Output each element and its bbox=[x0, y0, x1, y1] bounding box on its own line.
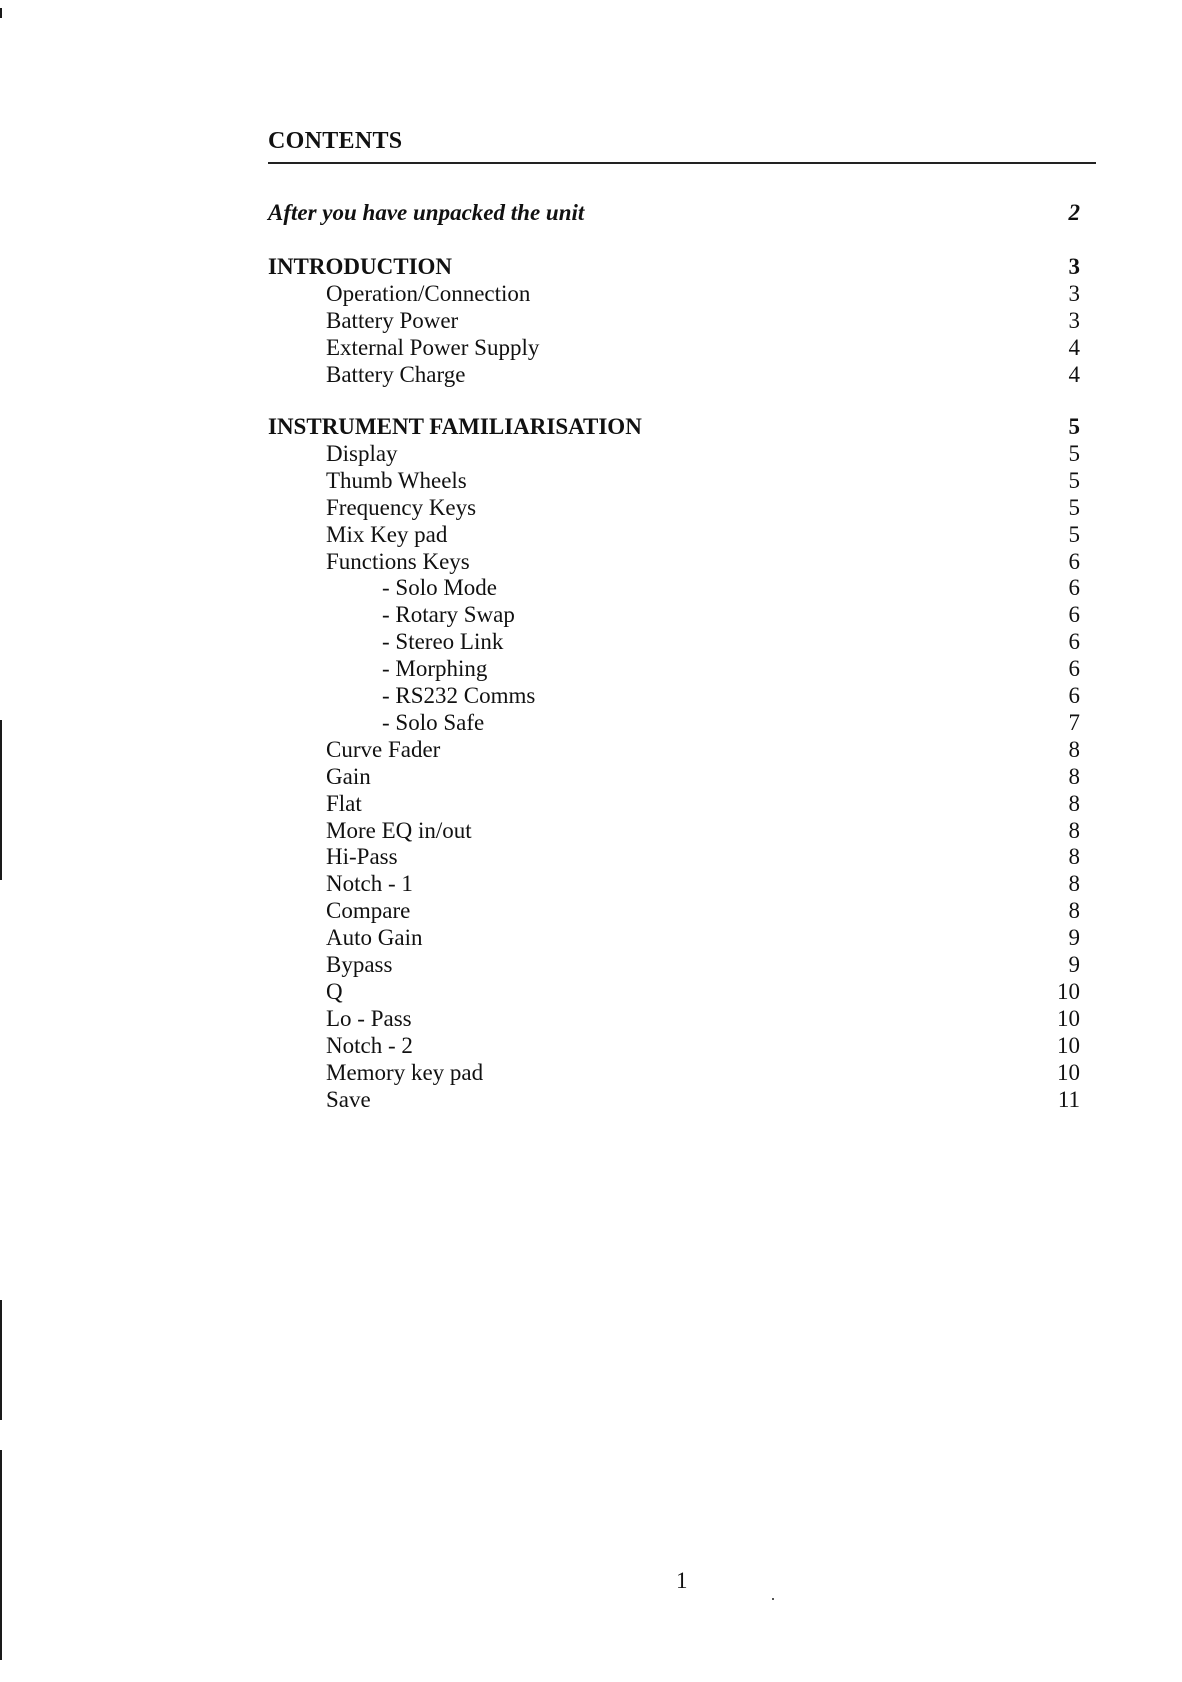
toc-entry-label: - RS232 Comms bbox=[382, 683, 536, 708]
toc-entry-label: - Rotary Swap bbox=[382, 602, 515, 628]
title-underline bbox=[268, 162, 1096, 164]
toc-entry-label: Auto Gain bbox=[326, 925, 423, 951]
toc-entry bbox=[268, 896, 1080, 926]
toc-entry-label: Hi-Pass bbox=[326, 844, 398, 870]
toc-entry-label: Frequency Keys bbox=[326, 494, 477, 520]
toc-entry bbox=[268, 493, 1080, 523]
toc-entry-page: 4 bbox=[1068, 335, 1080, 360]
toc-entry-page: 6 bbox=[1068, 656, 1080, 682]
toc-entry bbox=[268, 735, 1080, 765]
toc-entry bbox=[268, 333, 1080, 363]
toc-entry bbox=[268, 789, 1080, 819]
toc-entry-page: 5 bbox=[1068, 467, 1080, 493]
toc-entry-label: Battery Power bbox=[326, 308, 459, 333]
toc-entry bbox=[268, 573, 1080, 603]
toc-entry bbox=[268, 279, 1080, 309]
toc-entry-page: 3 bbox=[1068, 254, 1080, 279]
toc-entry-page: 7 bbox=[1068, 709, 1080, 735]
toc-entry-label: Lo - Pass bbox=[326, 1005, 412, 1031]
page-title: CONTENTS bbox=[268, 128, 403, 154]
toc-entry bbox=[268, 762, 1080, 792]
toc-entry bbox=[268, 252, 1080, 282]
toc-entry-label: After you have unpacked the unit bbox=[268, 200, 585, 225]
toc-entry-label: Thumb Wheels bbox=[326, 467, 467, 493]
toc-entry-label: - Stereo Link bbox=[382, 629, 504, 655]
toc-entry-page: 8 bbox=[1068, 898, 1080, 924]
toc-entry-label: - Solo Mode bbox=[382, 575, 497, 601]
toc-entry-page: 10 bbox=[1057, 1059, 1080, 1085]
toc-entry-page: 9 bbox=[1068, 925, 1080, 951]
toc-entry bbox=[268, 708, 1080, 738]
toc-entry-page: 3 bbox=[1068, 308, 1080, 333]
toc-entry-label: INSTRUMENT FAMILIARISATION bbox=[268, 414, 642, 439]
toc-entry-page: 6 bbox=[1068, 683, 1080, 708]
toc-entry-label: Notch - 1 bbox=[326, 871, 413, 897]
scan-speck bbox=[772, 1598, 774, 1600]
toc-entry bbox=[268, 412, 1080, 442]
toc-entry bbox=[268, 816, 1080, 846]
toc-entry-page: 8 bbox=[1068, 817, 1080, 843]
toc-entry-label: Mix Key pad bbox=[326, 521, 448, 547]
toc-entry bbox=[268, 977, 1080, 1007]
toc-entry bbox=[268, 654, 1080, 684]
toc-entry-label: Bypass bbox=[326, 952, 393, 977]
page-number: 1 bbox=[676, 1568, 688, 1593]
toc-entry-page: 6 bbox=[1068, 548, 1080, 574]
toc-entry-page: 10 bbox=[1057, 1032, 1080, 1058]
toc-entry-page: 10 bbox=[1057, 978, 1080, 1004]
toc-entry bbox=[268, 466, 1080, 496]
toc-entry-page: 9 bbox=[1068, 952, 1080, 977]
toc-entry-page: 8 bbox=[1068, 871, 1080, 897]
toc-entry bbox=[268, 520, 1080, 550]
toc-entry-page: 2 bbox=[1068, 200, 1080, 225]
toc-entry bbox=[268, 950, 1080, 980]
toc-entry-label: Operation/Connection bbox=[326, 281, 531, 306]
toc-entry-label: Compare bbox=[326, 898, 411, 924]
toc-entry bbox=[268, 198, 1080, 228]
toc-entry bbox=[268, 547, 1080, 577]
toc-entry bbox=[268, 600, 1080, 630]
toc-entry-label: Q bbox=[326, 978, 343, 1004]
toc-entry bbox=[268, 627, 1080, 657]
toc-entry bbox=[268, 681, 1080, 711]
toc-entry-label: Display bbox=[326, 440, 398, 466]
toc-entry-label: More EQ in/out bbox=[326, 817, 472, 843]
toc-entry-page: 6 bbox=[1068, 602, 1080, 628]
toc-entry-label: Memory key pad bbox=[326, 1059, 484, 1085]
toc-entry bbox=[268, 306, 1080, 336]
toc-entry-page: 8 bbox=[1068, 736, 1080, 762]
toc-entry-page: 8 bbox=[1068, 763, 1080, 789]
toc-entry bbox=[268, 842, 1080, 872]
toc-entry-label: Curve Fader bbox=[326, 736, 441, 762]
toc-entry-page: 11 bbox=[1057, 1086, 1080, 1112]
toc-entry bbox=[268, 1085, 1080, 1115]
toc-entry-page: 6 bbox=[1068, 575, 1080, 601]
toc-entry bbox=[268, 923, 1080, 953]
toc-entry-page: 10 bbox=[1057, 1005, 1080, 1031]
toc-entry-label: Flat bbox=[326, 790, 362, 816]
toc-entry-page: 5 bbox=[1068, 494, 1080, 520]
toc-entry-page: 6 bbox=[1068, 629, 1080, 655]
toc-entry-page: 3 bbox=[1068, 281, 1080, 306]
toc-entry bbox=[268, 1004, 1080, 1034]
toc-entry-label: INTRODUCTION bbox=[268, 254, 453, 279]
toc-entry-label: Save bbox=[326, 1086, 371, 1112]
toc-entry-page: 4 bbox=[1068, 362, 1080, 387]
toc-entry-label: - Solo Safe bbox=[382, 709, 485, 735]
toc-entry-page: 8 bbox=[1068, 844, 1080, 870]
toc-entry-label: External Power Supply bbox=[326, 335, 540, 360]
toc-entry bbox=[268, 439, 1080, 469]
toc-entry bbox=[268, 869, 1080, 899]
toc-entry bbox=[268, 360, 1080, 390]
toc-entry-label: - Morphing bbox=[382, 656, 488, 682]
scan-edge-mark bbox=[0, 1300, 2, 1420]
toc-entry-page: 8 bbox=[1068, 790, 1080, 816]
scan-edge-mark bbox=[0, 8, 2, 18]
toc-entry-label: Battery Charge bbox=[326, 362, 466, 387]
toc-entry-page: 5 bbox=[1068, 414, 1080, 439]
toc-entry-page: 5 bbox=[1068, 440, 1080, 466]
toc-entry-page: 5 bbox=[1068, 521, 1080, 547]
toc-entry-label: Gain bbox=[326, 763, 371, 789]
toc-entry-label: Functions Keys bbox=[326, 548, 470, 574]
toc-entry bbox=[268, 1058, 1080, 1088]
toc-entry bbox=[268, 1031, 1080, 1061]
scan-edge-mark bbox=[0, 720, 2, 880]
scan-edge-mark bbox=[0, 1450, 2, 1660]
toc-entry-label: Notch - 2 bbox=[326, 1032, 413, 1058]
